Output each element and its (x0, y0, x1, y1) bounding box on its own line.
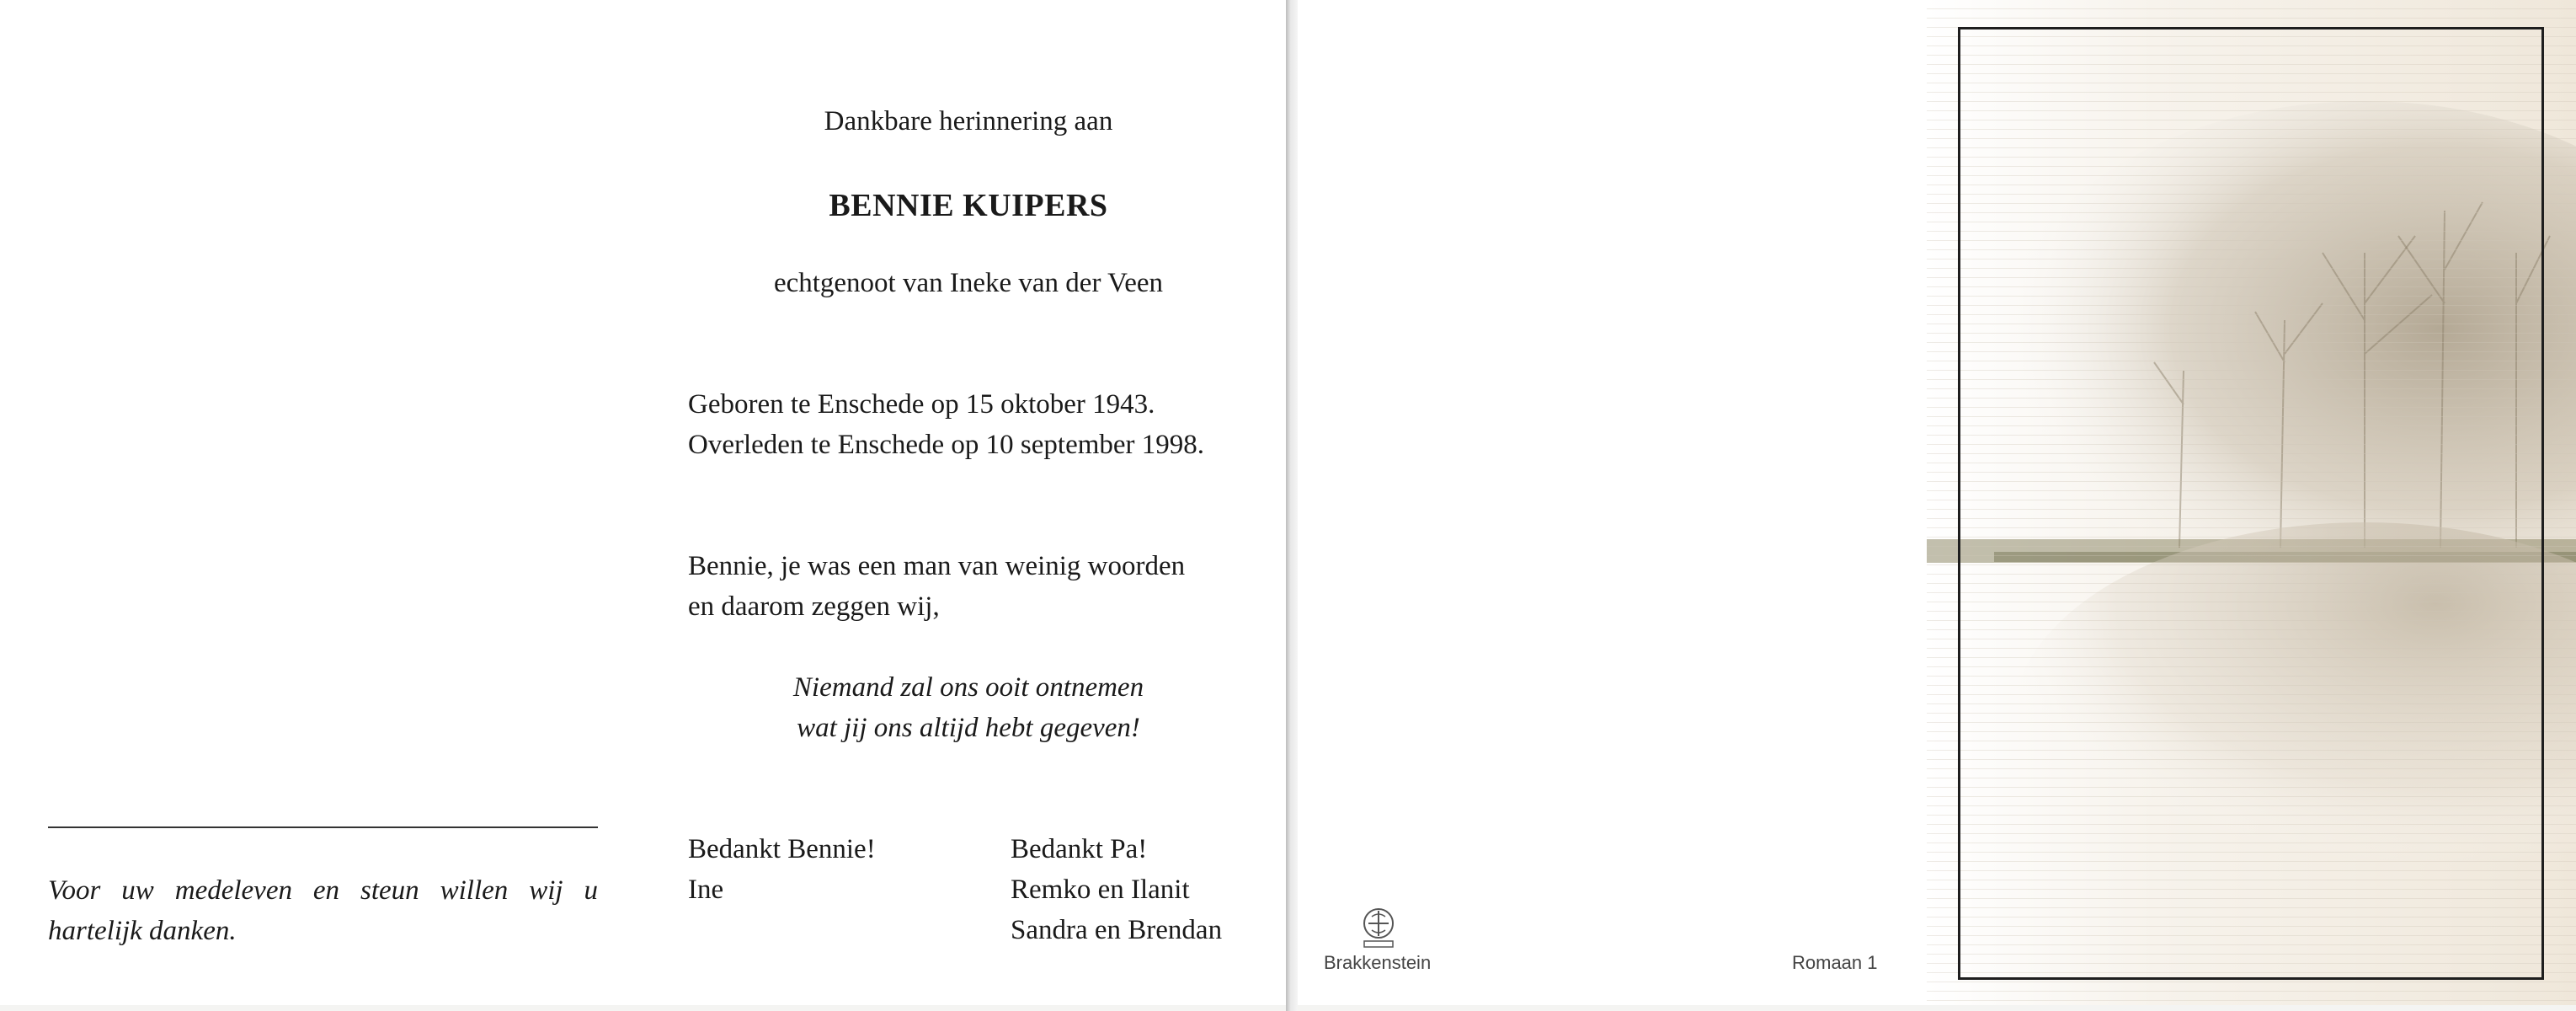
message-line-2: en daarom zeggen wij, (688, 591, 940, 622)
brakkenstein-logo-icon (1360, 907, 1397, 950)
verse-line-1: Niemand zal ons ooit ontnemen (792, 672, 1144, 703)
brand-label: Brakkenstein (1324, 952, 1432, 973)
deceased-name: BENNIE KUIPERS (829, 188, 1108, 223)
condolence-text (48, 870, 598, 951)
misty-lake-landscape-image (1927, 0, 2576, 1005)
message-line-1: Bennie, je was een man van weinig woorden (688, 551, 1186, 581)
died-line: Overleden te Enschede op 10 september 1998. (688, 430, 1205, 460)
born-line: Geboren te Enschede op 15 oktober 1943. (688, 389, 1155, 420)
thanks-left-1: Bedankt Bennie! (688, 834, 876, 864)
card-fold (1286, 0, 1298, 1011)
signature-divider (48, 826, 598, 828)
thanks-right-2: Remko en Ilanit (1011, 875, 1190, 905)
thanks-right-1: Bedankt Pa! (1011, 834, 1148, 864)
condolence-line-1: Voor uw medeleven en steun willen wij u (48, 875, 598, 906)
left-card (0, 0, 1286, 1005)
thanks-right-3: Sandra en Brendan (1011, 915, 1223, 945)
thanks-left-2: Ine (688, 875, 724, 905)
condolence-line-2: hartelijk danken. (48, 916, 237, 946)
spouse-line: echtgenoot van Ineke van der Veen (773, 268, 1164, 298)
card-heading: Dankbare herinnering aan (824, 106, 1113, 136)
model-label: Romaan 1 (1792, 952, 1878, 973)
verse-line-2: wat jij ons altijd hebt gegeven! (797, 713, 1140, 743)
